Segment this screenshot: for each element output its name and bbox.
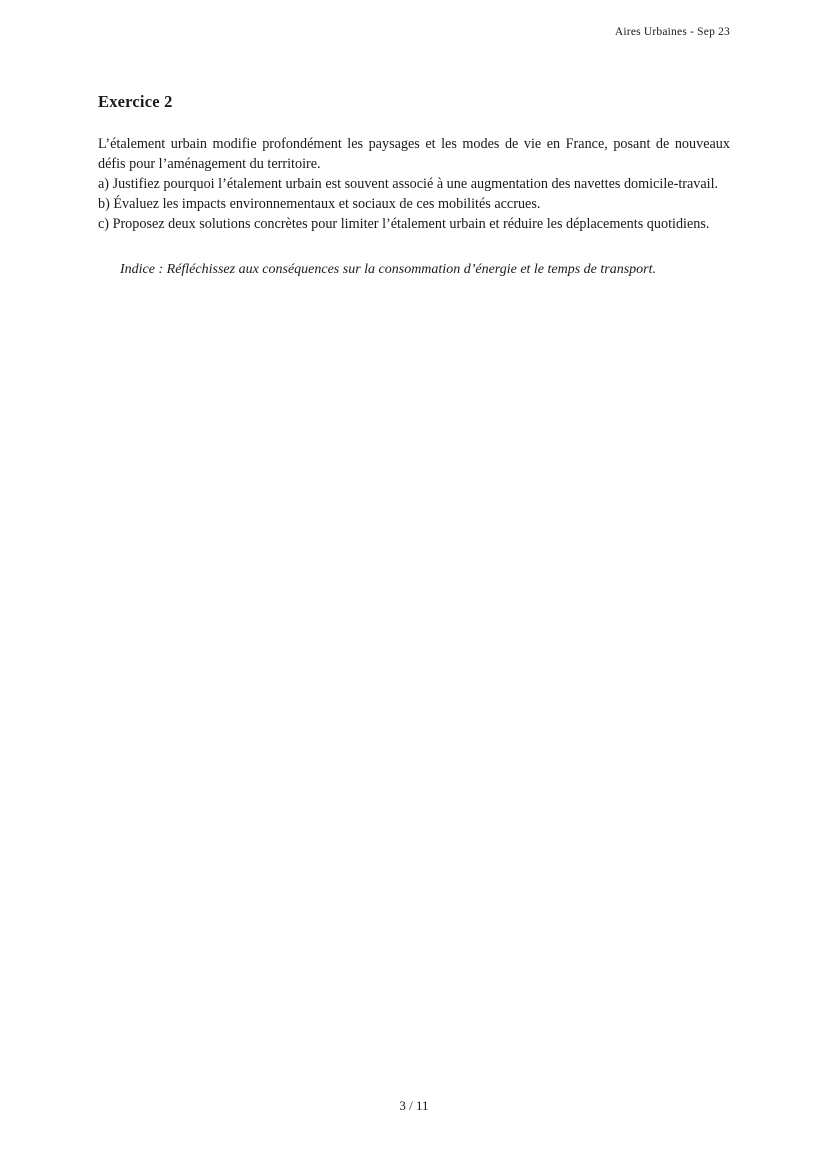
exercise-question-b: b) Évaluez les impacts environnementaux et sociaux de ces mobilités accrues.: [98, 196, 541, 212]
page-content: [98, 92, 730, 294]
exercise-body: [98, 134, 730, 234]
exercise-intro-paragraph: L’étalement urbain modifie profondément les paysages et les modes de vie en France, posant de nouveaux défis pour l’aménagement du territoire.: [98, 136, 730, 172]
exercise-question-c: c) Proposez deux solutions concrètes pour limiter l’étalement urbain et réduire les déplacements quotidiens.: [98, 216, 710, 232]
exercise-title: Exercice 2: [98, 92, 173, 111]
page-number: 3 / 11: [399, 1098, 429, 1113]
running-head: Aires Urbaines - Sep 23: [614, 26, 730, 38]
exercise-question-a: a) Justifiez pourquoi l’étalement urbain est souvent associé à une augmentation des navettes domicile-travail.: [98, 176, 719, 192]
exercise-hint: Indice : Réfléchissez aux conséquences sur la consommation d’énergie et le temps de transport.: [120, 262, 657, 277]
